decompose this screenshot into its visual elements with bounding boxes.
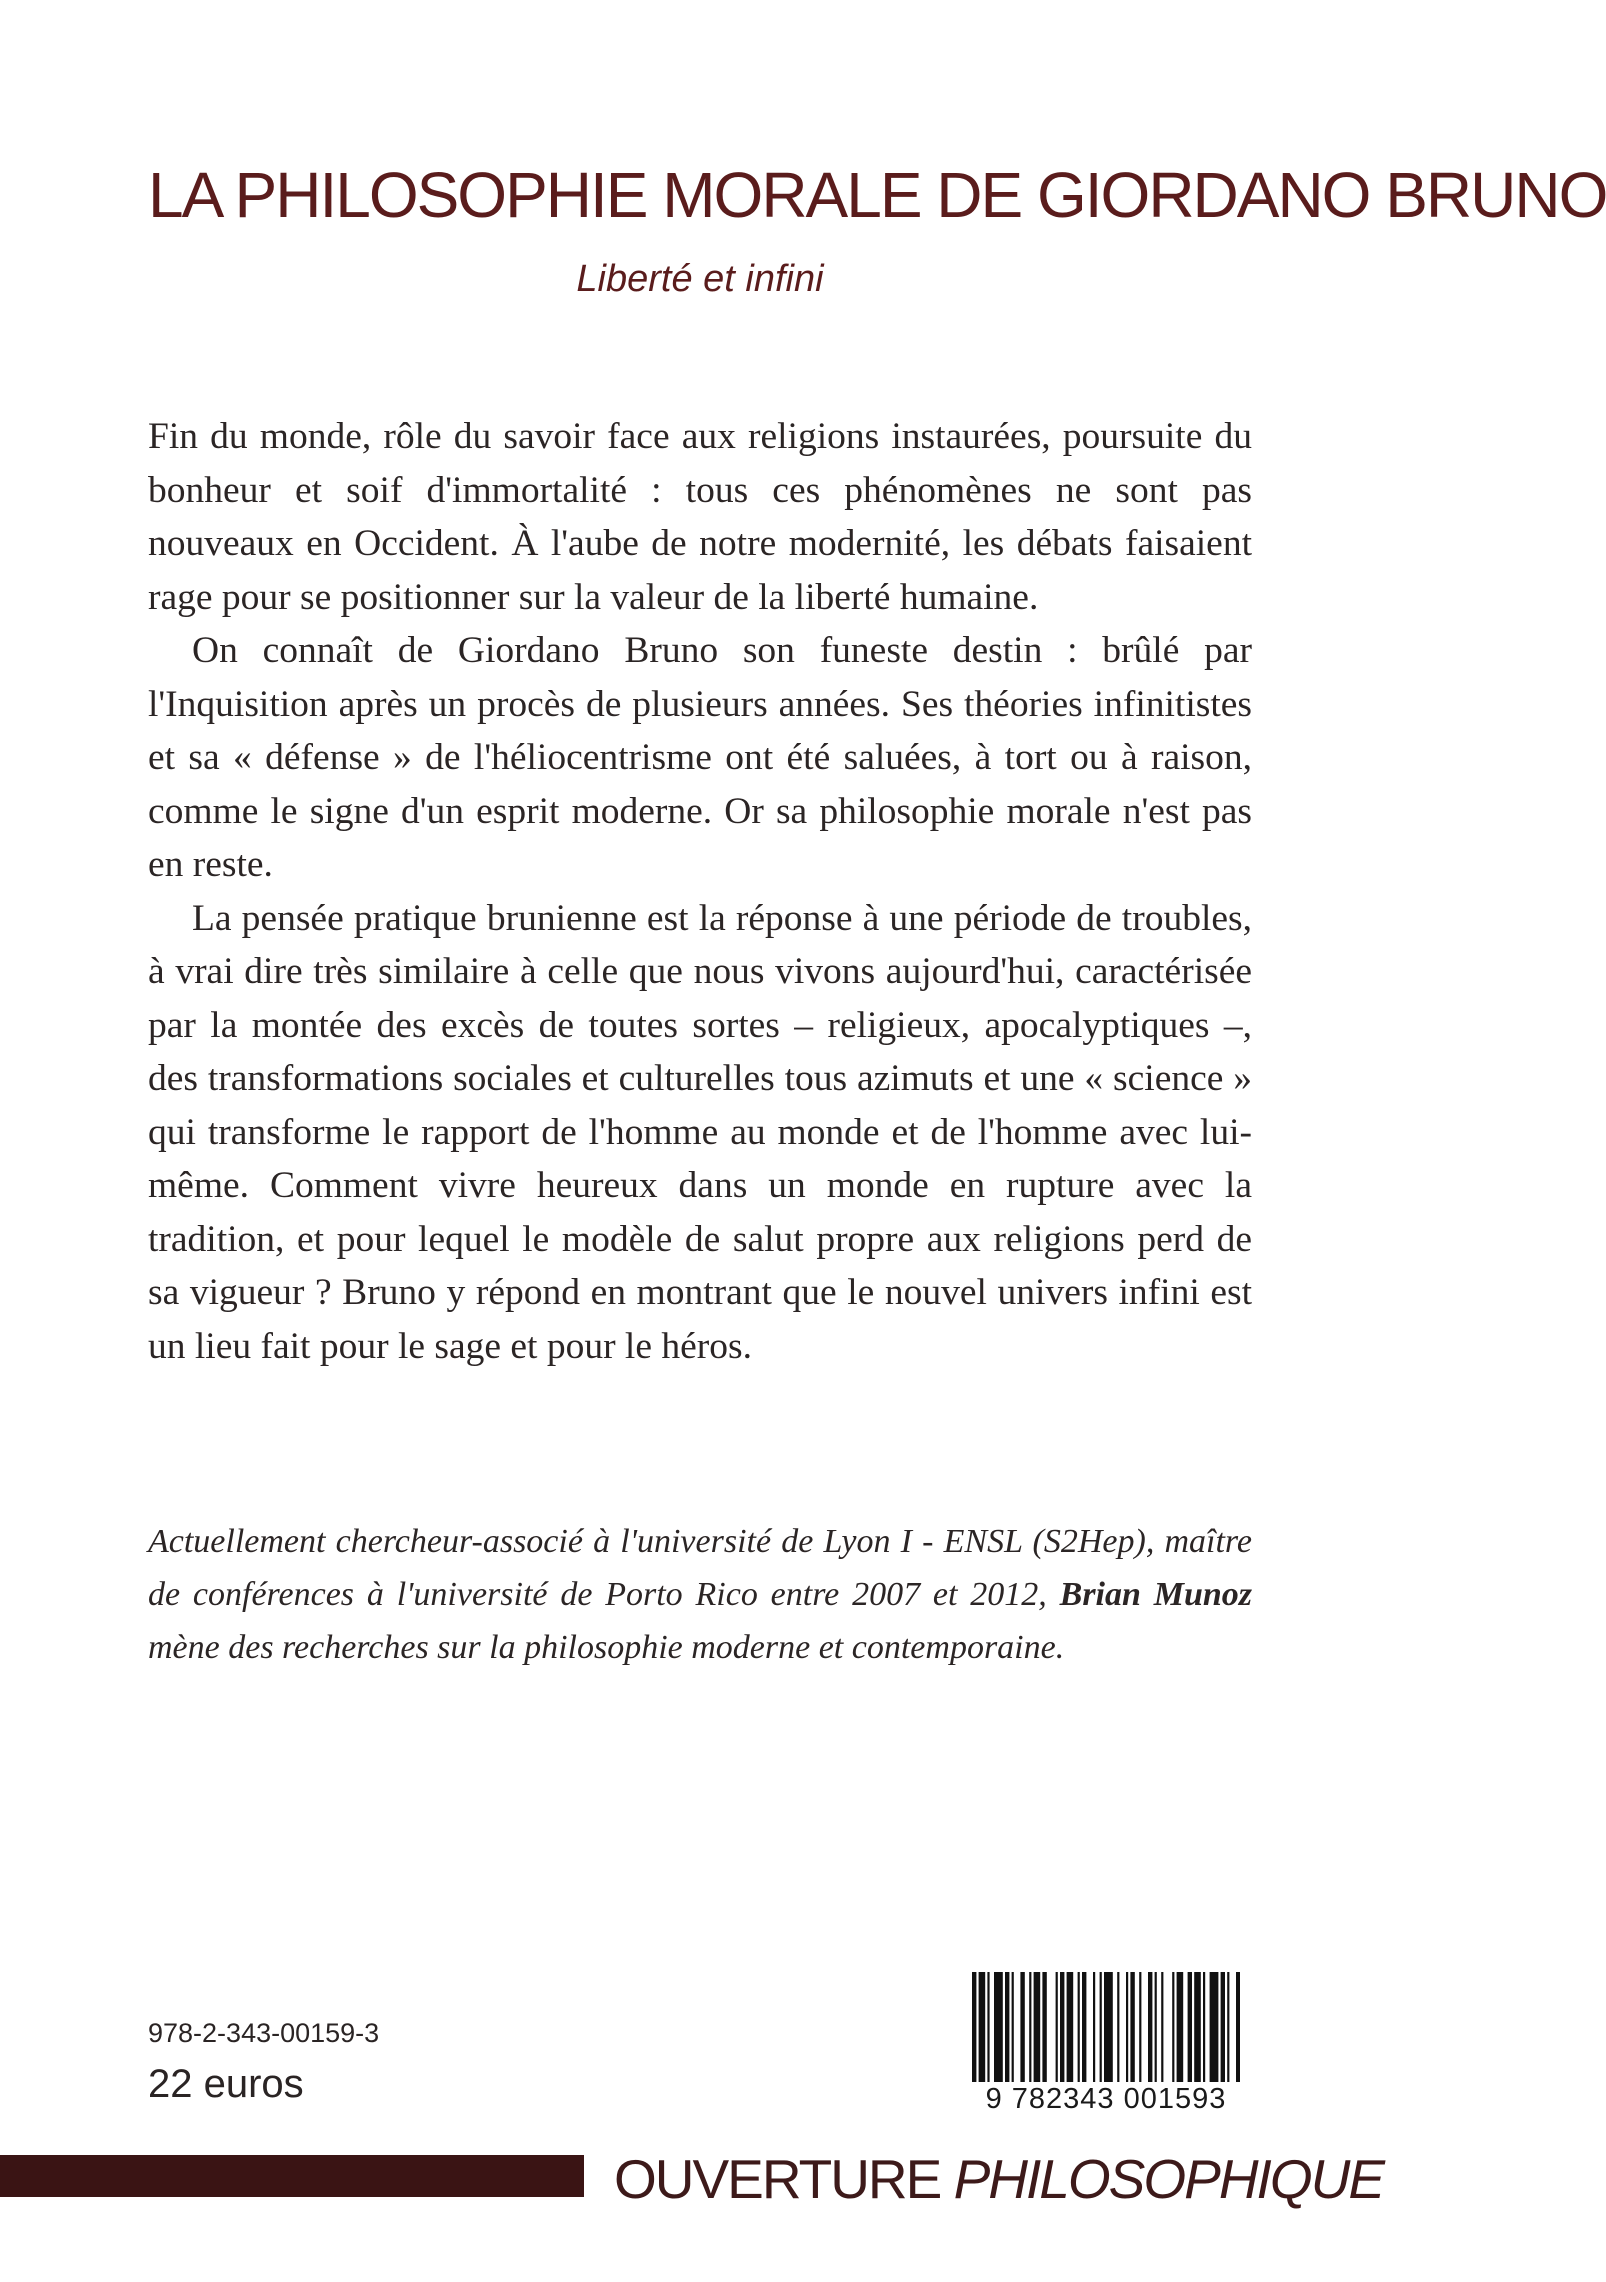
blurb-paragraph-3: La pensée pratique brunienne est la réponse à une période de troubles, à vrai dire très similaire à celle que nous vivons aujourd'hui, caractérisée par la montée des excès de toutes sortes – religieux, apocalyptiques –, des transformations sociales et culturelles tous azimuts et une « science » qui transforme le rapport de l'homme au monde et de l'homme avec lui-même. Comment vivre heureux dans un monde en rupture avec la tradition, et pour lequel le modèle de salut propre aux religions perd de sa vigueur ? Bruno y répond en montrant que le nouvel univers infini est un lieu fait pour le sage et pour le héros. (148, 897, 1252, 1367)
author-bio-outro: mène des recherches sur la philosophie moderne et contemporaine. (148, 1629, 1065, 1666)
book-subtitle: Liberté et infini (576, 258, 824, 300)
barcode-bar (1020, 1972, 1024, 2084)
collection-name-part2: PHILOSOPHIQUE (953, 2148, 1383, 2210)
barcode-bar (1093, 1972, 1095, 2084)
barcode (956, 1972, 1256, 2114)
barcode-bar (1126, 1972, 1128, 2084)
price: 22 euros (148, 2062, 304, 2106)
barcode-bar (1194, 1972, 1201, 2084)
barcode-bar (1188, 1972, 1192, 2084)
blurb-paragraph-2: On connaît de Giordano Bruno son funeste destin : brûlé par l'Inquisition après un procès de plusieurs années. Ses théories infinitistes et sa « défense » de l'héliocentrisme ont été saluées, à tort ou à raison, comme le signe d'un esprit moderne. Or sa philosophie morale n'est pas en reste. (148, 630, 1252, 885)
barcode-bar (1034, 1972, 1041, 2084)
author-name: Brian Munoz (1059, 1576, 1253, 1613)
barcode-bar (1148, 1972, 1152, 2084)
barcode-bar (1005, 1972, 1009, 2084)
barcode-bars (956, 1972, 1256, 2084)
barcode-bar (1029, 1972, 1031, 2084)
back-cover-blurb (148, 410, 1252, 1373)
barcode-bar (1067, 1972, 1074, 2084)
barcode-bar (1117, 1972, 1119, 2084)
collection-name (614, 2147, 1383, 2211)
book-title: LA PHILOSOPHIE MORALE DE GIORDANO BRUNO (148, 159, 1606, 231)
collection-band (0, 2155, 584, 2197)
barcode-bar (1227, 1972, 1229, 2084)
barcode-bar (1155, 1972, 1157, 2084)
barcode-bar (1236, 1972, 1240, 2084)
barcode-bar (1203, 1972, 1205, 2084)
barcode-bar (1210, 1972, 1219, 2084)
barcode-bar (979, 1972, 986, 2084)
barcode-digits: 9 782343 001593 (956, 2082, 1256, 2116)
barcode-bar (994, 1972, 1003, 2084)
barcode-bar (1161, 1972, 1163, 2084)
author-bio (148, 1515, 1252, 1674)
barcode-bar (1012, 1972, 1014, 2084)
isbn: 978-2-343-00159-3 (148, 2018, 380, 2048)
barcode-bar (1177, 1972, 1184, 2084)
barcode-bar (1172, 1972, 1174, 2084)
barcode-bar (1221, 1972, 1225, 2084)
barcode-bar (1078, 1972, 1080, 2084)
barcode-bar (1104, 1972, 1113, 2084)
barcode-bar (987, 1972, 989, 2084)
barcode-bar (1042, 1972, 1046, 2084)
barcode-bar (1139, 1972, 1141, 2084)
blurb-paragraph-1: Fin du monde, rôle du savoir face aux religions instaurées, poursuite du bonheur et soif d'immortalité : tous ces phénomènes ne sont pas nouveaux en Occident. À l'aube de notre modernité, les débats faisaient rage pour se positionner sur la valeur de la liberté humaine. (148, 416, 1252, 618)
barcode-bar (972, 1972, 976, 2084)
barcode-bar (1056, 1972, 1058, 2084)
author-bio-intro: Actuellement chercheur-associé à l'université de Lyon I - ENSL (S2Hep), maître de conférences à l'université de Porto Rico entre 2007 et 2012, (148, 1523, 1252, 1613)
collection-name-part1: OUVERTURE (614, 2148, 941, 2210)
barcode-bar (1100, 1972, 1102, 2084)
barcode-bar (1130, 1972, 1134, 2084)
barcode-bar (1082, 1972, 1086, 2084)
barcode-bar (1060, 1972, 1064, 2084)
